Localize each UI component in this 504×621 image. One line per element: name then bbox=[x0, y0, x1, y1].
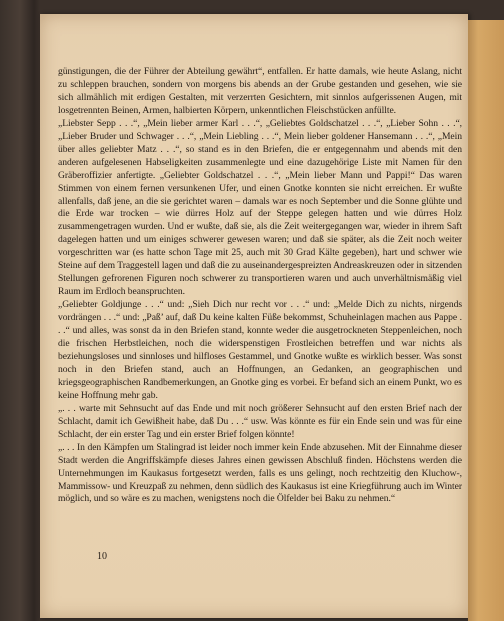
paragraph-4: „. . . warte mit Sehnsucht auf das Ende und mit noch größerer Sehnsucht auf den ersten Brief nach der Schlacht, damit ich Gewißheit habe, daß Du . . .“ usw. Was könnte es für ein Ende sein und was für eine Schlacht, der ein erster Tag und ein erster Brief folgen könnte! bbox=[58, 402, 462, 440]
paragraph-3: „Geliebter Goldjunge . . .“ und: „Sieh Dich nur recht vor . . .“ und: „Melde Dich zu nichts, nirgends vordrängen . . .“ und: „Paß’ auf, daß Du keine kalten Füße bekommst, Schuheinlagen machen aus Pappe . . .“ und alles, was sonst da in den Briefen stand, konnte weder die ausgetrockneten Steppenleichen, noch die frischen Herbstleichen, noch die widerspenstigen Frostleichen betreffen und war nichts als beziehungsloses und sinnloses und hilfloses Gestammel, und Gnotke wußte es wirklich besser. Was sonst noch in den Briefen stand, auch an Hoffnungen, an Gedanken, an geographischen und kriegsgeographischen Randbemerkungen, an Gnotke ging es vorbei. Er befand sich an einem Punkt, wo es keine Hoffnung mehr gab. bbox=[58, 299, 462, 401]
paragraph-5: „. . . In den Kämpfen um Stalingrad ist leider noch immer kein Ende abzusehen. Mit der Einnahme dieser Stadt werden die Angriffskämpfe dieses Jahres einen gewissen Abschluß finden. Höchstens werden die Unternehmungen im Kaukasus fortgesetzt werden, falls es uns gelingt, noch rechtzeitig den Kluchow-, Mammissow- und Kreuzpaß zu nehmen, denn südlich des Kaukasus ist eine Kriegführung auch im Winter möglich, und so wäre es zu machen, wenigstens noch die Ölfelder bei Baku zu nehmen.“ bbox=[58, 441, 462, 505]
paragraph-2: „Liebster Sepp . . .“, „Mein lieber armer Karl . . .“, „Geliebtes Goldschatzel . . .“, „Lieber Sohn . . .“, „Lieber Bruder und Schwager . . .“, „Mein Liebling . . .“, Mein lieber goldener Hansemann . . .“, „Mein über alles geliebter Matz . . .“, so stand es in den Briefen, die er entgegennahm und abends mit den anderen aufgelesenen Habseligkeiten zusammenlegte und eine dazugehörige Liste mit Namen für den Gräberoffizier anfertigte. „Geliebter Goldschatzel . . .“, „Mein lieber Mann und Pappi!“ Das waren Stimmen von einem fernen versunkenen Ufer, und einen Gnotke konnten sie nicht erreichen. Er wußte allenfalls, daß jene, an die sie gerichtet waren – damals war es noch September und die Sonne glühte und die Erde war trocken – wie dürres Holz auf der Steppe gelegen hatten und wie dürres Holz zusammengetragen wurden. Und er wußte, daß sie, als die Zeit weitergegangen war, wieder in ihrem Saft dagelegen hatten und um einiges schwerer gewesen waren; und daß sie später, als die Zeit noch weiter vorgeschritten war (es hatte schon Tage mit 25, auch mit 30 Grad Kälte gegeben), hart und schwer wie Steine auf dem Traggestell lagen und daß die zu auseinandergespreizten Andreaskreuzen oder in sitzenden Stellungen gefrorenen Figuren noch schwerer zu transportieren waren und auch unverhältnismäßig viel Raum im Erdloch beanspruchten. bbox=[58, 117, 462, 298]
paragraph-1: günstigungen, die der Führer der Abteilung gewährt“, entfallen. Er hatte damals, wie heute Aslang, nicht zu schleppen brauchen, sondern von morgens bis abends an der Grube gestanden und gesehen, wie sie sich allmählich mit erdigen Gestalten, mit verzerrten Gesichtern, mit sinnlos aufgerissenen Augen, mit losgetrennten Beinen, Armen, halbierten Körpern, unkenntlichen Fleischstücken anfüllte. bbox=[58, 66, 462, 116]
page-number: 10 bbox=[97, 551, 107, 562]
facing-page-edge bbox=[468, 20, 504, 621]
body-text bbox=[58, 66, 462, 506]
